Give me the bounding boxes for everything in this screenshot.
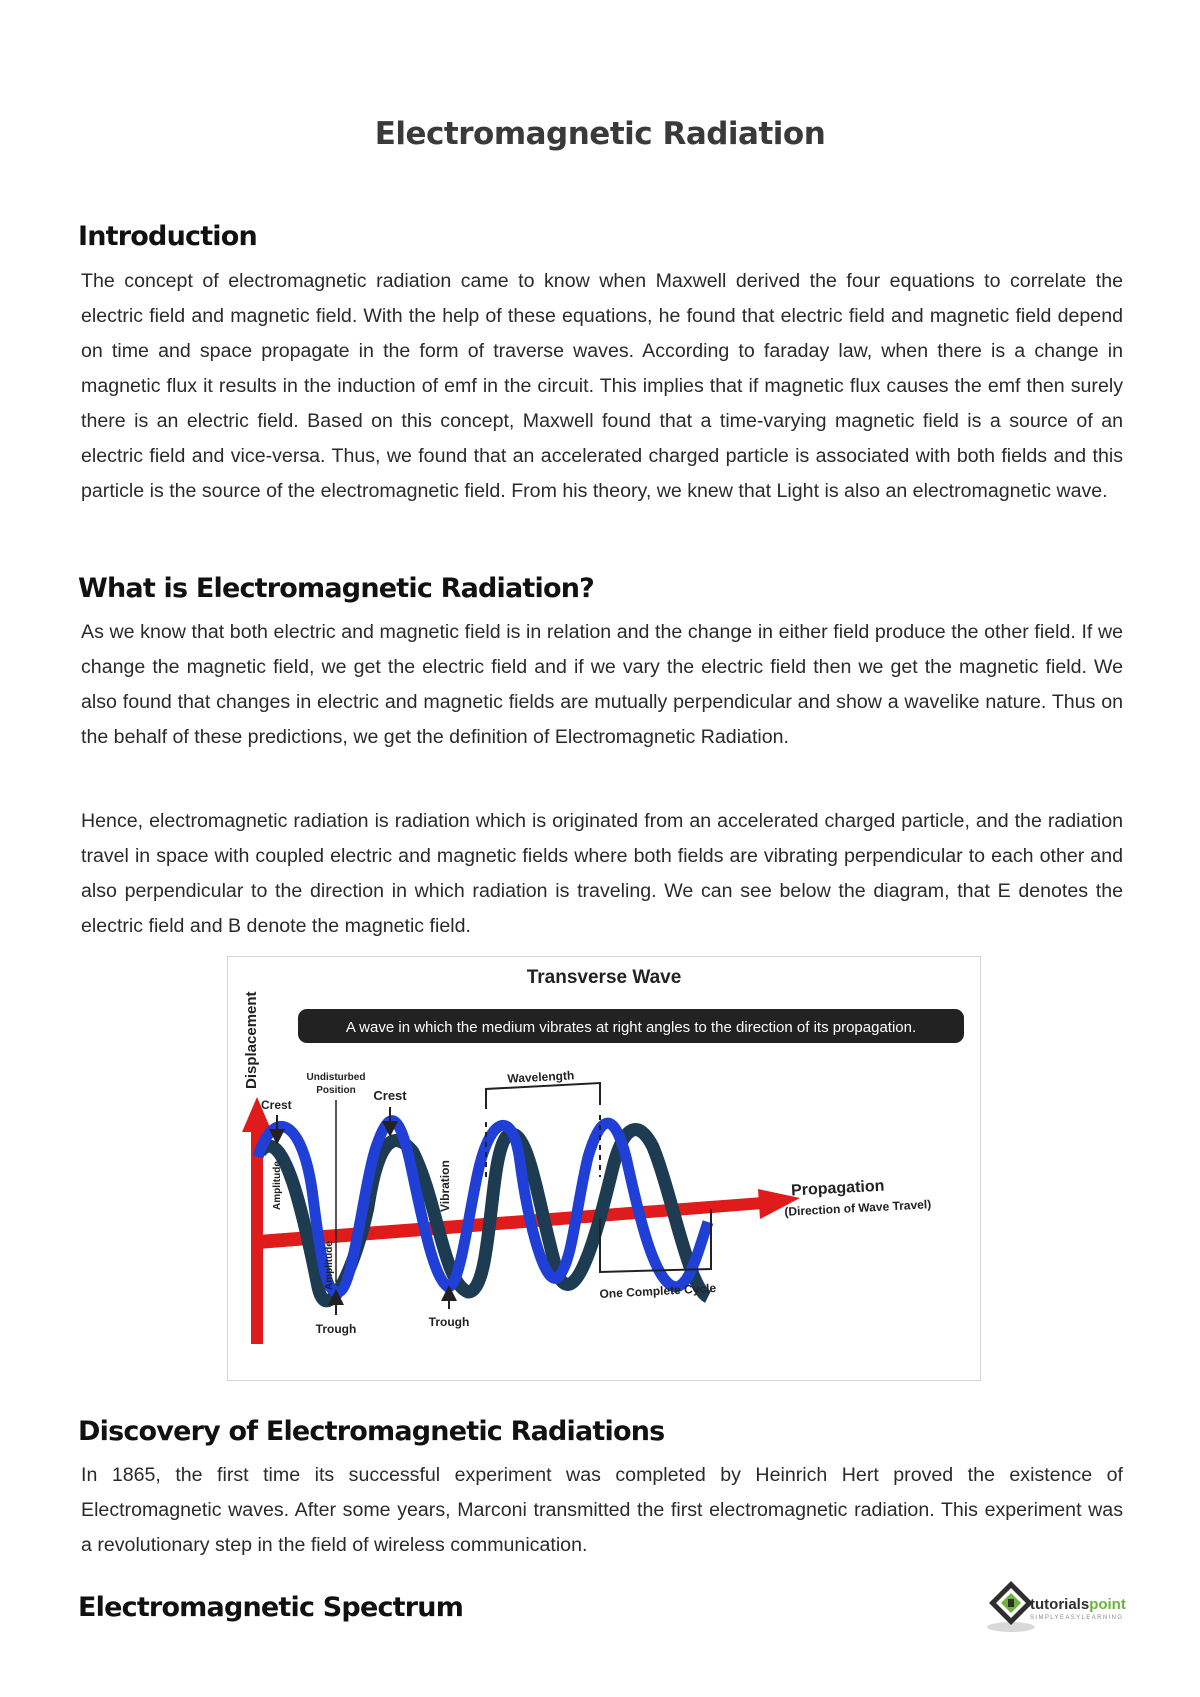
heading-discovery: Discovery of Electromagnetic Radiations xyxy=(78,1416,665,1447)
propagation-label: Propagation xyxy=(790,1177,885,1200)
transverse-wave-diagram xyxy=(228,957,980,1380)
displacement-label: Displacement xyxy=(243,991,260,1089)
wavelength-label: Wavelength xyxy=(507,1068,575,1086)
amplitude-top-label: Amplitude xyxy=(272,1161,283,1210)
logo-mark-icon xyxy=(978,1575,1148,1637)
vibration-label: Vibration xyxy=(438,1160,452,1212)
undisturbed-label-1: Undisturbed xyxy=(306,1072,366,1083)
logo-tagline: SIMPLYEASYLEARNING xyxy=(1030,1615,1124,1621)
paragraph-introduction: The concept of electromagnetic radiation came to know when Maxwell derived the four equations to correlate the electric field and magnetic field. With the help of these equations, he found that electric field and magnetic field depend on time and space propagate in the form of traverse waves. According to faraday law, when there is a change in magnetic flux it results in the induction of emf in the circuit. This implies that if magnetic flux causes the emf then surely there is an electric field. Based on this concept, Maxwell found that a time-varying magnetic field is a source of an electric field and vice-versa. Thus, we found that an accelerated charged particle is associated with both fields and this particle is the source of the electromagnetic field. From his theory, we knew that Light is also an electromagnetic wave. xyxy=(81,270,1123,502)
amplitude-bottom-label: Amplitude xyxy=(324,1241,335,1290)
one-cycle-label: One Complete Cycle xyxy=(599,1280,717,1302)
wavelength-bracket xyxy=(486,1083,600,1109)
undisturbed-label-2: Position xyxy=(316,1085,356,1096)
crest-left-label: Crest xyxy=(261,1098,292,1112)
trough-mid-label: Trough xyxy=(428,1315,470,1329)
figure-caption: A wave in which the medium vibrates at right angles to the direction of its propagation. xyxy=(345,1019,917,1036)
paragraph-definition-1: As we know that both electric and magnetic field is in relation and the change in either field produce the other field. If we change the magnetic field, we get the electric field and if we vary the electric field then we get the magnetic field. We also found that changes in electric and magnetic fields are mutually perpendicular and show a wavelike nature. Thus on the behalf of these predictions, we get the definition of Electromagnetic Radiation. xyxy=(81,621,1123,748)
heading-spectrum: Electromagnetic Spectrum xyxy=(78,1592,464,1623)
tutorialspoint-logo xyxy=(978,1575,1148,1637)
heading-introduction: Introduction xyxy=(78,221,257,252)
paragraph-definition-2: Hence, electromagnetic radiation is radiation which is originated from an accelerated charged particle, and the radiation travel in space with coupled electric and magnetic fields where both fields are vibrating perpendicular to each other and also perpendicular to the direction in which radiation is traveling. We can see below the diagram, that E denotes the electric field and B denote the magnetic field. xyxy=(81,810,1123,937)
crest-mid-label: Crest xyxy=(373,1088,407,1103)
logo-brand: tutorialspoint xyxy=(1030,1596,1126,1613)
transverse-wave-figure xyxy=(227,956,981,1381)
figure-title: Transverse Wave xyxy=(526,967,682,988)
trough-left-label: Trough xyxy=(315,1322,357,1336)
heading-what-is-em-radiation: What is Electromagnetic Radiation? xyxy=(78,573,595,604)
paragraph-discovery: In 1865, the first time its successful experiment was completed by Heinrich Hert proved the existence of Electromagnetic waves. After some years, Marconi transmitted the first electromagnetic radiation. This experiment was a revolutionary step in the field of wireless communication. xyxy=(81,1464,1123,1556)
propagation-sub-label: (Direction of Wave Travel) xyxy=(784,1197,932,1219)
page-title: Electromagnetic Radiation xyxy=(374,116,826,152)
